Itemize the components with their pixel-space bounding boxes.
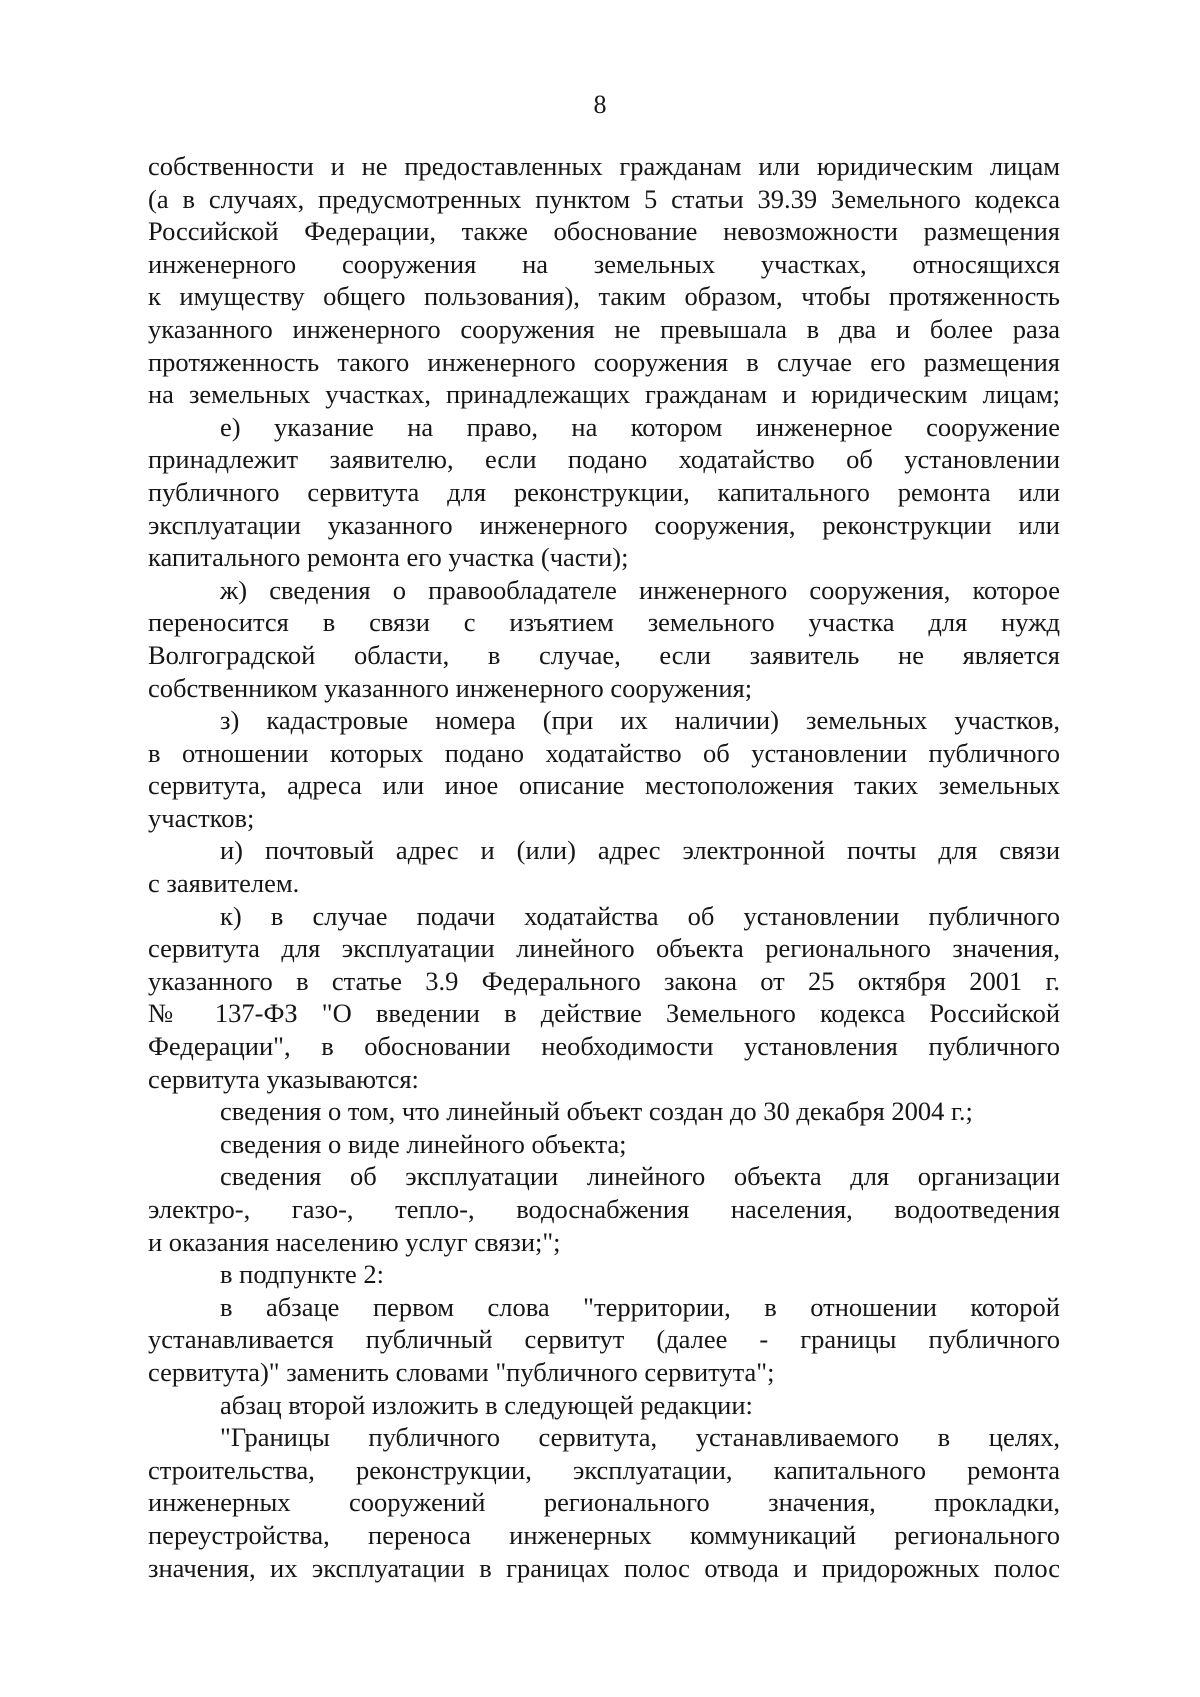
text-line: переносится в связи с изъятием земельного участка для нужд — [148, 607, 1060, 638]
text-line: сервитута)" заменить словами "публичного сервитута"; — [148, 1356, 775, 1387]
text-line: сервитута указываются: — [148, 1063, 419, 1094]
text-line: е) указание на право, на котором инженерное сооружение — [220, 411, 1060, 442]
text-line: сервитута для эксплуатации линейного объекта регионального значения, — [148, 933, 1060, 964]
text-line: Волгоградской области, в случае, если заявитель не является — [148, 639, 1060, 670]
text-line: инженерного сооружения на земельных участках, относящихся — [148, 248, 1060, 279]
text-line: электро-, газо-, тепло-, водоснабжения населения, водоотведения — [148, 1194, 1060, 1224]
text-line: № 137-ФЗ "О введении в действие Земельного кодекса Российской — [148, 998, 1060, 1029]
text-line: собственником указанного инженерного сооружения; — [148, 672, 753, 703]
text-line: с заявителем. — [148, 868, 300, 899]
text-line: капитального ремонта его участка (части); — [148, 542, 629, 573]
text-line: устанавливается публичный сервитут (далее - границы публичного — [148, 1324, 1060, 1355]
text-line: ж) сведения о правообладателе инженерного сооружения, которое — [220, 574, 1060, 605]
text-line: публичного сервитута для реконструкции, капитального ремонта или — [148, 476, 1060, 507]
text-line: значения, их эксплуатации в границах полос отвода и придорожных полос — [148, 1552, 1060, 1583]
text-line: строительства, реконструкции, эксплуатации, капитального ремонта — [148, 1454, 1060, 1485]
page-number: 8 — [593, 90, 607, 119]
text-line: сервитута, адреса или иное описание местоположения таких земельных — [148, 770, 1060, 801]
text-line: сведения о том, что линейный объект создан до 30 декабря 2004 г.; — [220, 1096, 973, 1127]
text-line: сведения о виде линейного объекта; — [220, 1128, 627, 1159]
body-text — [148, 150, 1060, 1584]
text-line: в абзаце первом слова "территории, в отношении которой — [220, 1291, 1060, 1322]
text-line: Федерации", в обосновании необходимости установления публичного — [148, 1031, 1060, 1062]
text-line: Российской Федерации, также обоснование невозможности размещения — [148, 216, 1060, 247]
text-line: принадлежит заявителю, если подано ходатайство об установлении — [148, 444, 1060, 475]
text-line: в подпункте 2: — [220, 1259, 385, 1290]
text-line: "Границы публичного сервитута, устанавливаемого в целях, — [220, 1422, 1060, 1453]
text-line: (а в случаях, предусмотренных пунктом 5 статьи 39.39 Земельного кодекса — [148, 183, 1060, 214]
text-line: переустройства, переноса инженерных коммуникаций регионального — [148, 1519, 1060, 1550]
text-line: з) кадастровые номера (при их наличии) земельных участков, — [220, 705, 1060, 736]
text-line: в отношении которых подано ходатайство об установлении публичного — [148, 737, 1060, 768]
text-line: указанного в статье 3.9 Федерального закона от 25 октября 2001 г. — [148, 965, 1060, 996]
text-line: собственности и не предоставленных гражданам или юридическим лицам — [148, 151, 1060, 181]
text-line: к имуществу общего пользования), таким образом, чтобы протяженность — [148, 281, 1060, 312]
text-line: на земельных участках, принадлежащих гражданам и юридическим лицам; — [148, 379, 1060, 410]
text-line: и оказания населению услуг связи;"; — [148, 1226, 561, 1257]
text-line: указанного инженерного сооружения не превышала в два и более раза — [148, 313, 1060, 344]
text-line: инженерных сооружений регионального значения, прокладки, — [148, 1487, 1060, 1518]
text-line: участков; — [148, 802, 255, 833]
text-line: эксплуатации указанного инженерного сооружения, реконструкции или — [148, 509, 1060, 540]
text-line: абзац второй изложить в следующей редакции: — [220, 1389, 753, 1420]
text-line: протяженность такого инженерного сооружения в случае его размещения — [148, 346, 1060, 377]
text-line: и) почтовый адрес и (или) адрес электронной почты для связи — [220, 835, 1060, 866]
text-line: сведения об эксплуатации линейного объекта для организации — [220, 1161, 1060, 1192]
text-line: к) в случае подачи ходатайства об установлении публичного — [220, 900, 1060, 931]
